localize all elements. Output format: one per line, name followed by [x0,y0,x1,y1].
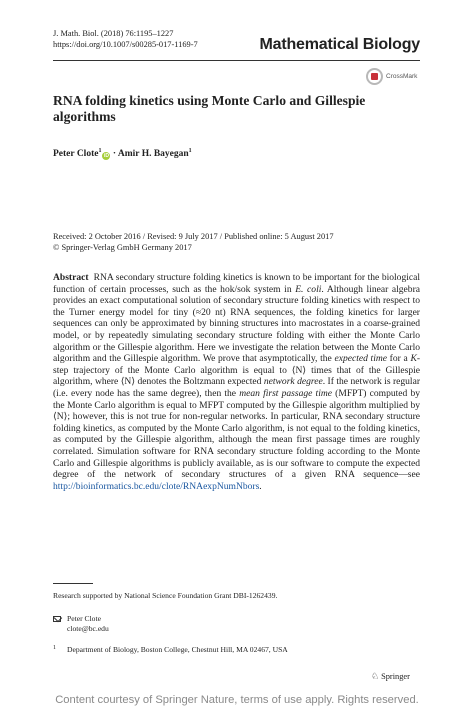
abstract-italic: network degree [263,376,323,388]
author-affil-marker: 1 [98,148,102,154]
publisher-name: Springer [381,672,410,681]
abstract-text: for a [386,353,411,365]
doi-line[interactable]: https://doi.org/10.1007/s00285-017-1169-7 [53,39,198,49]
abstract-label: Abstract [53,272,89,283]
history-line: Received: 2 October 2016 / Revised: 9 July 2017 / Published online: 5 August 2017 [53,232,334,241]
footnote-divider [53,583,93,584]
abstract-text: . [259,480,262,492]
author-list [53,148,192,160]
author-separator: · [112,149,116,159]
publisher-mark [371,671,410,682]
copyright-line: © Springer-Verlag GmbH Germany 2017 [53,242,192,252]
article-title: RNA folding kinetics using Monte Carlo and Gillespie algorithms [53,93,366,124]
abstract-italic: E. coli [295,283,322,295]
abstract [53,272,420,492]
springer-horse-icon: ♘ [371,671,380,681]
abstract-text: . Although linear algebra provides an exact computational solution of secondary structure folding kinetics with respect to the Turner energy model for tiny (≈20 nt) RNA sequences, the folding kinetics for larger sequences can only be approximated by binning structures into macrostates in a coarse-grained model, or by repeatedly simulating secondary structure folding with either the Monte Carlo algorithm or the Gillespie algorithm. Here we investigate the relation between the Monte Carlo algorithm and the Gillespie algorithm. We prove that asymptotically, the [53,283,420,365]
abstract-text: RNA secondary structure folding kinetics is known to be important for the biological function of certain processes, such as the hok/sok system in [53,272,421,295]
abstract-text: . If the network is regular (i.e. every node has the same degree), then the [53,376,421,399]
citation-line: J. Math. Biol. (2018) 76:1195–1227 [53,29,174,38]
header-divider [53,60,420,61]
courtesy-watermark: Content courtesy of Springer Nature, terms of use apply. Rights reserved. [55,694,419,706]
abstract-text: (MFPT) computed by the Monte Carlo algorithm is equal to MFPT computed by the Gillespie algorithm multiplied by ⟨N⟩; however, this is not true for non-regular networks. In particular, RNA secondary structure folding kinetics, as computed by the Monte Carlo algorithm, is not equal to the folding kinetics, as computed by the Gillespie algorithm, although the mean first passage times are roughly correlated. Simulation software for RNA secondary structure folding according to the Monte Carlo and Gillespie algorithms is publicly available, as is our software to compute the expected degree of the network of secondary structures of a given RNA sequence—see [53,387,420,481]
abstract-italic: mean first passage time [239,387,332,399]
abstract-italic: K [410,353,417,365]
journal-name: Mathematical Biology [259,36,420,53]
abstract-italic: expected time [334,353,387,365]
crossmark-badge[interactable] [366,68,426,90]
affil-number: 1 [53,645,56,651]
envelope-icon [53,616,61,622]
author-name[interactable]: Peter Clote [53,149,99,159]
author-affil-marker: 1 [188,148,192,154]
funding-note: Research supported by National Science Foundation Grant DBI-1262439. [53,591,278,600]
journal-citation [53,29,198,50]
software-link[interactable]: http://bioinformatics.bc.edu/clote/RNAexpNumNbors [53,480,260,492]
abstract-text: -step trajectory of the Monte Carlo algorithm is equal to ⟨N⟩ times that of the Gillespie algorithm, where ⟨N⟩ denotes the Boltzmann expected [53,353,420,388]
author-name[interactable]: Amir H. Bayegan [117,149,189,159]
corr-email[interactable]: clote@bc.edu [67,623,109,633]
crossmark-label: CrossMark [386,73,418,80]
affil-text: Department of Biology, Boston College, Chestnut Hill, MA 02467, USA [67,645,288,654]
orcid-icon[interactable]: iD [103,153,109,159]
crossmark-icon [366,68,383,85]
article-dates [53,232,334,253]
corr-name: Peter Clote [67,614,101,623]
